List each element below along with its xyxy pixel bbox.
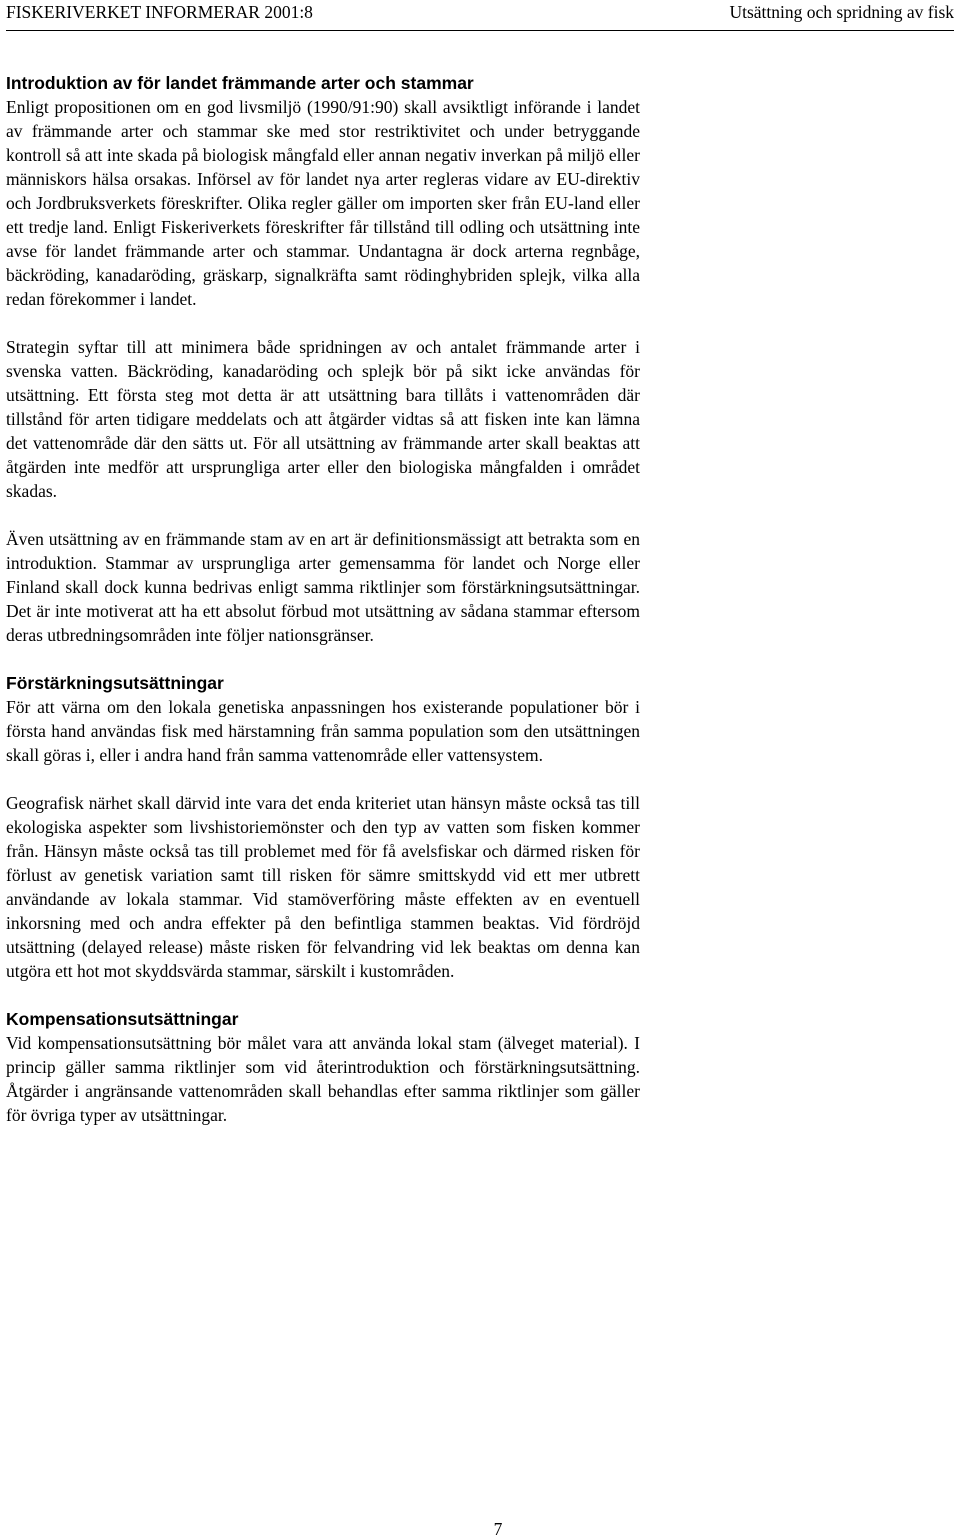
section-introduktion xyxy=(6,68,640,647)
running-header xyxy=(6,0,954,31)
body-paragraph: Även utsättning av en främmande stam av en art är definitionsmässigt att betrakta som en introduktion. Stammar av ursprungliga arter gemensamma för landet och Norge eller Finland skall dock kunna bedrivas enligt samma riktlinjer som förstärkningsutsättningar. Det är inte motiverat att ha ett absolut förbud mot utsättning av sådana stammar eftersom deras utbredningsområden inte följer nationsgränser. xyxy=(6,529,640,645)
page-number: 7 xyxy=(493,1519,503,1539)
chapter-title: Utsättning och spridning av fisk xyxy=(729,2,954,22)
section-forstarkningsutsattningar xyxy=(6,668,640,983)
section-heading: Introduktion av för landet främmande arter och stammar xyxy=(6,73,474,93)
body-paragraph: Vid kompensationsutsättning bör målet vara att använda lokal stam (älveget material). I princip gäller samma riktlinjer som vid återintroduktion och förstärkningsutsättning. Åtgärder i angränsande vattenområden skall behandlas efter samma riktlinjer som gäller för övriga typer av utsättningar. xyxy=(6,1033,640,1125)
body-paragraph: För att värna om den lokala genetiska anpassningen hos existerande populationer bör i första hand användas fisk med härstamning från samma population som den utsättningen skall göras i, eller i andra hand från samma vattenområde eller vattensystem. xyxy=(6,697,640,765)
publication-series: FISKERIVERKET INFORMERAR 2001:8 xyxy=(6,2,313,22)
section-kompensationsutsattningar xyxy=(6,1004,640,1127)
body-paragraph: Geografisk närhet skall därvid inte vara det enda kriteriet utan hänsyn måste också tas till ekologiska aspekter som livshistoriemönster och den typ av vatten som fisken kommer från. Hänsyn måste också tas till problemet med för få avelsfiskar och därmed risken för förlust av genetisk variation samt till risken för sämre smittskydd vid ett mer utbrett användande av lokala stammar. Vid stamöverföring måste effekten av en eventuell inkorsning med och andra effekter på den befintliga stammen beaktas. Vid fördröjd utsättning (delayed release) måste risken för felvandring vid lek beaktas om denna kan utgöra ett hot mot skyddsvärda stammar, särskilt i kustområden. xyxy=(6,793,640,981)
body-paragraph: Strategin syftar till att minimera både spridningen av och antalet främmande arter i svenska vatten. Bäckröding, kanadaröding och splejk bör på sikt icke användas för utsättning. Ett första steg mot detta är att utsättning bara tillåts i vattenområden där tillstånd för arten tidigare meddelats och att åtgärder vidtas så att fisken inte kan lämna det vattenområde där den sätts ut. För all utsättning av främmande arter skall beaktas att åtgärden inte medför att ursprungliga arter eller den biologiska mångfalden i området skadas. xyxy=(6,337,640,501)
section-heading: Förstärkningsutsättningar xyxy=(6,673,224,693)
section-heading: Kompensationsutsättningar xyxy=(6,1009,239,1029)
page-body xyxy=(6,68,640,1127)
body-paragraph: Enligt propositionen om en god livsmiljö (1990/91:90) skall avsiktligt införande i landet av främmande arter och stammar ske med stor restriktivitet och under betryggande kontroll så att inte skada på biologisk mångfald eller annan negativ inverkan på miljö eller människors hälsa orsakas. Införsel av för landet nya arter regleras vidare av EU-direktiv och Jordbruksverkets föreskrifter. Olika regler gäller om importen sker från EU-land eller ett tredje land. Enligt Fiskeriverkets föreskrifter får tillstånd till odling och utsättning inte avse för landet främmande arter och stammar. Undantagna är dock arterna regnbåge, bäckröding, kanadaröding, gräskarp, signalkräfta samt rödinghybriden splejk, vilka alla redan förekommer i landet. xyxy=(6,97,640,309)
